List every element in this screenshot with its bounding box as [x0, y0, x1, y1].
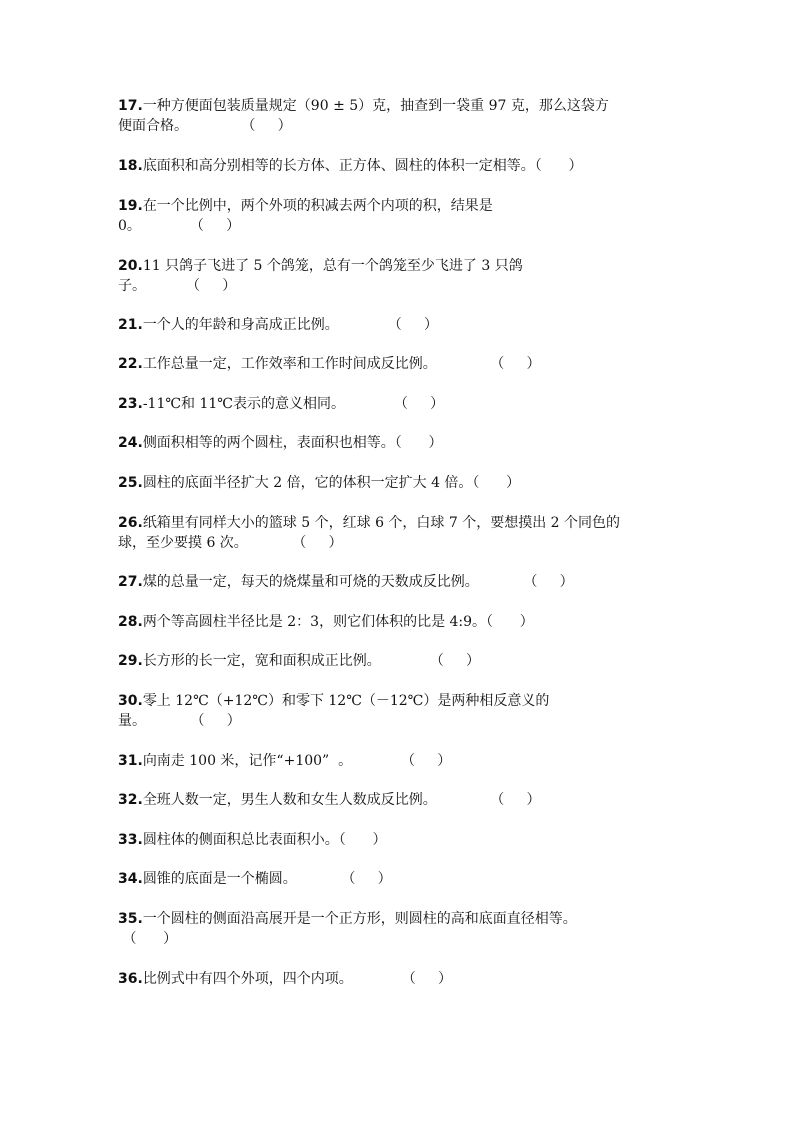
- question-text: 11 只鸽子飞进了 5 个鸽笼，总有一个鸽笼至少飞进了 3 只鸽: [142, 258, 523, 274]
- question-number: 36.: [118, 971, 143, 987]
- question-text: 圆锥的底面是一个椭圆。 （ ）: [142, 871, 392, 887]
- question-32: [118, 790, 678, 810]
- question-text: 零上 12℃（+12℃）和零下 12℃（－12℃）是两种相反意义的: [142, 693, 550, 709]
- question-text: 一个人的年龄和身高成正比例。 （ ）: [142, 317, 439, 333]
- question-text: 纸箱里有同样大小的篮球 5 个，红球 6 个，白球 7 个，要想摸出 2 个同色的: [142, 515, 621, 531]
- question-19: [118, 196, 678, 236]
- question-text: 一种方便面包装质量规定（90 ± 5）克，抽查到一袋重 97 克，那么这袋方: [142, 98, 609, 114]
- question-26: [118, 513, 678, 553]
- question-number: 25.: [118, 475, 143, 491]
- question-text: 侧面积相等的两个圆柱，表面积也相等。（ ）: [142, 435, 443, 451]
- question-20: [118, 256, 678, 296]
- question-text: 底面积和高分别相等的长方体、正方体、圆柱的体积一定相等。（ ）: [142, 158, 583, 174]
- question-text: 一个圆柱的侧面沿高展开是一个正方形，则圆柱的高和底面直径相等。: [142, 911, 577, 927]
- question-36: [118, 969, 678, 989]
- question-number: 21.: [118, 317, 143, 333]
- question-number: 20.: [118, 258, 143, 274]
- question-text-continued: 0。 （ ）: [118, 218, 241, 234]
- question-text: 长方形的长一定，宽和面积成正比例。 （ ）: [142, 653, 481, 669]
- question-17: [118, 96, 678, 136]
- question-25: [118, 473, 678, 493]
- question-text-continued: 子。 （ ）: [118, 278, 237, 294]
- question-27: [118, 572, 678, 592]
- question-number: 35.: [118, 911, 143, 927]
- question-number: 31.: [118, 753, 143, 769]
- question-28: [118, 612, 678, 632]
- question-text: 圆柱体的侧面积总比表面积小。（ ）: [142, 832, 387, 848]
- question-number: 22.: [118, 356, 143, 372]
- question-number: 26.: [118, 515, 143, 531]
- question-31: [118, 751, 678, 771]
- question-text-continued: 便面合格。 （ ）: [118, 118, 292, 134]
- question-22: [118, 354, 678, 374]
- question-text-continued: （ ）: [118, 931, 178, 947]
- question-24: [118, 433, 678, 453]
- question-text: 工作总量一定，工作效率和工作时间成反比例。 （ ）: [142, 356, 541, 372]
- question-29: [118, 651, 678, 671]
- question-text: 向南走 100 米，记作“+100” 。 （ ）: [142, 753, 452, 769]
- question-30: [118, 691, 678, 731]
- question-34: [118, 869, 678, 889]
- question-number: 18.: [118, 158, 143, 174]
- question-text-continued: 球，至少要摸 6 次。 （ ）: [118, 535, 343, 551]
- question-number: 33.: [118, 832, 143, 848]
- question-35: [118, 909, 678, 949]
- question-23: [118, 394, 678, 414]
- question-text: 圆柱的底面半径扩大 2 倍，它的体积一定扩大 4 倍。（ ）: [142, 475, 521, 491]
- question-number: 17.: [118, 98, 143, 114]
- question-text: 两个等高圆柱半径比是 2：3，则它们体积的比是 4:9。（ ）: [142, 614, 534, 630]
- question-text-continued: 量。 （ ）: [118, 713, 241, 729]
- question-number: 27.: [118, 574, 143, 590]
- question-number: 19.: [118, 198, 143, 214]
- question-text: 全班人数一定，男生人数和女生人数成反比例。 （ ）: [142, 792, 541, 808]
- question-text: 在一个比例中，两个外项的积减去两个内项的积，结果是: [142, 198, 493, 214]
- question-33: [118, 830, 678, 850]
- question-21: [118, 315, 678, 335]
- question-number: 34.: [118, 871, 143, 887]
- question-number: 24.: [118, 435, 143, 451]
- question-number: 28.: [118, 614, 143, 630]
- question-text: -11℃和 11℃表示的意义相同。 （ ）: [142, 396, 445, 412]
- question-text: 比例式中有四个外项，四个内项。 （ ）: [142, 971, 453, 987]
- question-number: 32.: [118, 792, 143, 808]
- question-text: 煤的总量一定，每天的烧煤量和可烧的天数成反比例。 （ ）: [142, 574, 574, 590]
- question-18: [118, 156, 678, 176]
- question-number: 30.: [118, 693, 143, 709]
- question-number: 29.: [118, 653, 143, 669]
- question-number: 23.: [118, 396, 143, 412]
